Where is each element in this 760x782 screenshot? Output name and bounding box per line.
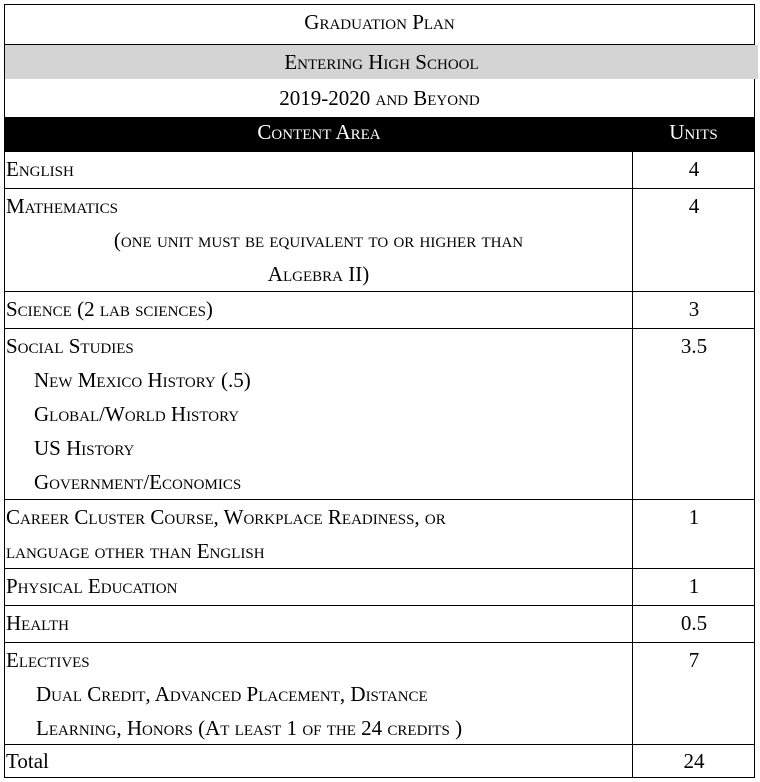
table-subtitle: Entering High School (5, 45, 758, 79)
sub-item: US History (34, 436, 135, 460)
row-english (5, 151, 754, 188)
row-label: Science (2 lab sciences) (6, 297, 213, 321)
row-units: 3 (688, 297, 700, 321)
row-units: 24 (683, 749, 705, 773)
row-total (5, 744, 754, 777)
sub-item: New Mexico History (.5) (34, 368, 251, 392)
row-units: 3.5 (680, 334, 708, 358)
table-title: Graduation Plan (5, 5, 754, 45)
row-label: Mathematics (6, 194, 119, 218)
sub-item: Learning, Honors (At least 1 of the 24 credits ) (36, 716, 463, 740)
row-label-cont: language other than English (6, 539, 265, 563)
row-note: (one unit must be equivalent to or higher than (113, 228, 524, 252)
row-label: Career Cluster Course, Workplace Readiness, or (6, 505, 446, 529)
row-health (5, 605, 754, 642)
row-career-cluster (5, 499, 754, 568)
row-note: Algebra II) (267, 262, 370, 286)
row-label: Physical Education (6, 574, 178, 598)
row-label: Health (6, 611, 69, 635)
row-social-studies (5, 328, 754, 499)
row-physical-education (5, 568, 754, 605)
sub-item: Government/Economics (34, 470, 242, 494)
column-header-content-area: Content Area (257, 120, 381, 144)
row-units: 1 (688, 574, 700, 598)
row-science (5, 291, 754, 328)
column-header-units: Units (669, 120, 718, 144)
row-label: English (6, 157, 74, 181)
row-mathematics (5, 188, 754, 291)
row-units: 0.5 (680, 611, 708, 635)
sub-item: Global/World History (34, 402, 240, 426)
table-years: 2019-2020 and Beyond (279, 86, 480, 110)
row-units: 7 (688, 648, 700, 672)
row-units: 4 (688, 194, 700, 218)
sub-item: Dual Credit, Advanced Placement, Distance (36, 682, 428, 706)
row-label: Total (6, 749, 49, 773)
row-label: Electives (6, 648, 90, 672)
row-electives (5, 642, 754, 744)
column-header-row (5, 117, 754, 151)
row-label: Social Studies (6, 334, 134, 358)
row-units: 4 (688, 157, 700, 181)
row-units: 1 (688, 505, 700, 529)
graduation-plan-table (4, 4, 755, 778)
